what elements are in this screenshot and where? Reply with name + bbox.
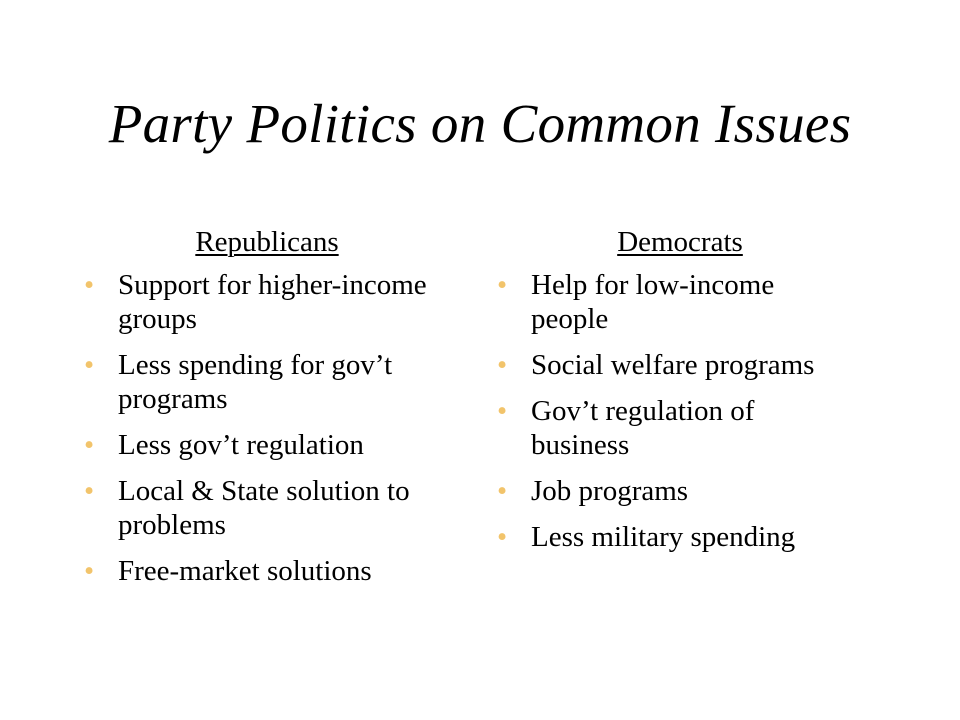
list-item-text: Gov’t regulation of business [531,395,755,461]
list-item [84,554,448,588]
bullet-icon: • [84,349,95,381]
list-item-text: Local & State solution to problems [118,475,410,541]
list-item-text: Less spending for gov’t programs [118,349,393,415]
democrats-list [497,268,897,554]
list-item [497,268,851,336]
bullet-icon: • [497,521,508,553]
list-item-text: Less gov’t regulation [118,429,364,461]
list-item [84,428,448,462]
democrats-heading: Democrats [617,226,743,258]
bullet-icon: • [84,555,95,587]
democrats-column [497,222,897,566]
bullet-icon: • [497,269,508,301]
list-item-text: Less military spending [531,521,796,553]
list-item [84,474,448,542]
list-item [497,520,851,554]
list-item [497,348,851,382]
list-item-text: Support for higher-income groups [118,269,427,335]
list-item [84,348,448,416]
republicans-list [84,268,484,588]
list-item-text: Help for low-income people [531,269,775,335]
bullet-icon: • [84,269,95,301]
republicans-column [84,222,484,600]
list-item-text: Free-market solutions [118,555,372,587]
slide-title: Party Politics on Common Issues [108,93,852,154]
list-item-text: Social welfare programs [531,349,815,381]
bullet-icon: • [497,349,508,381]
bullet-icon: • [497,395,508,427]
list-item-text: Job programs [531,475,689,507]
republicans-heading: Republicans [195,226,339,258]
bullet-icon: • [84,429,95,461]
list-item [84,268,448,336]
bullet-icon: • [497,475,508,507]
bullet-icon: • [84,475,95,507]
list-item [497,394,851,462]
list-item [497,474,851,508]
